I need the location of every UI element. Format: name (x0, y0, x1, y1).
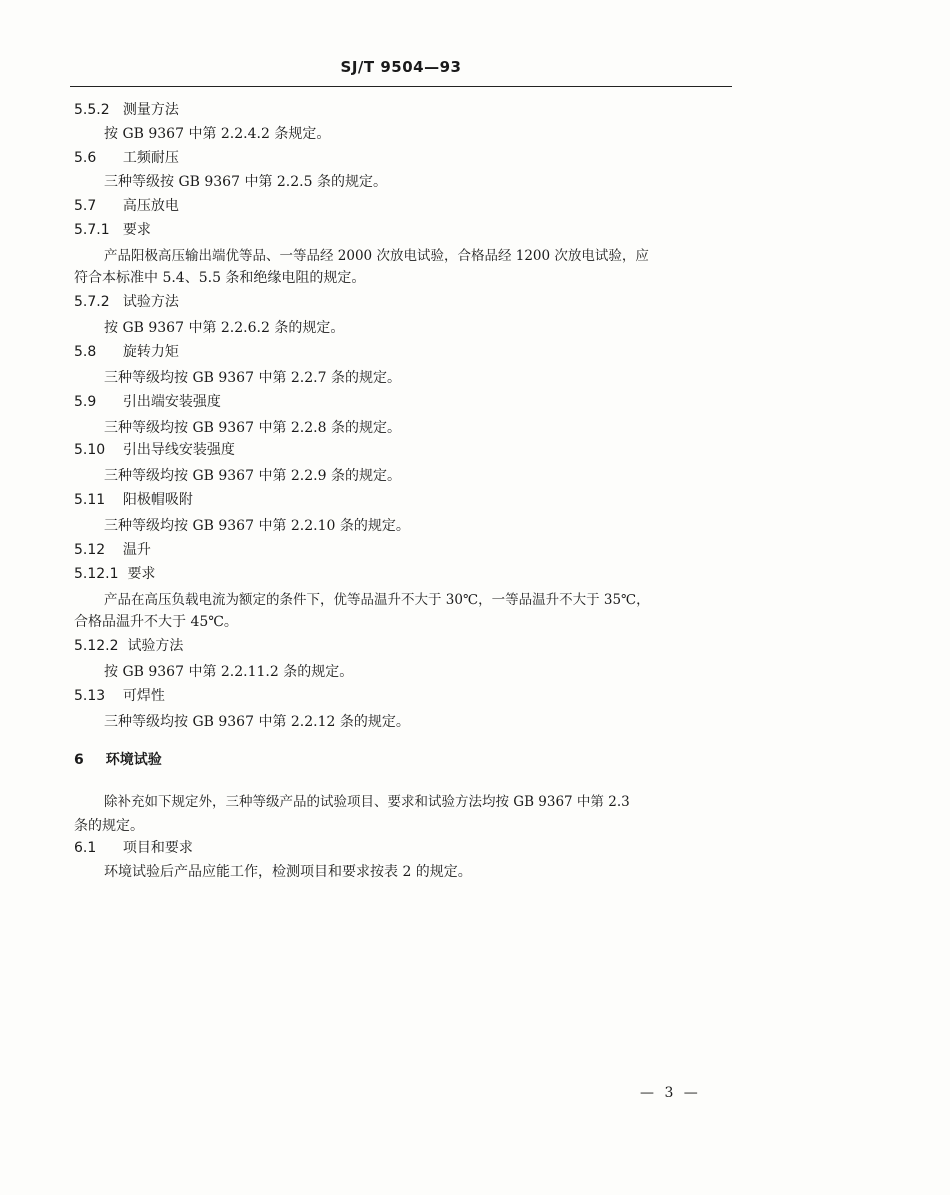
paragraph-line: 符合本标准中 5.4、5.5 条和绝缘电阻的规定。 (74, 270, 366, 286)
paragraph-line: 三种等级均按 GB 9367 中第 2.2.10 条的规定。 (104, 518, 410, 534)
heading-5-7-2: 5.7.2 试验方法 (74, 294, 179, 310)
paragraph-line: 三种等级按 GB 9367 中第 2.2.5 条的规定。 (104, 174, 387, 190)
paragraph-line: 三种等级均按 GB 9367 中第 2.2.7 条的规定。 (104, 370, 401, 386)
document-code-header: SJ/T 9504—93 (340, 58, 462, 76)
paragraph-line: 三种等级均按 GB 9367 中第 2.2.12 条的规定。 (104, 714, 410, 730)
heading-5-7: 5.7 高压放电 (74, 198, 179, 214)
paragraph-line: 合格品温升不大于 45℃。 (74, 614, 238, 630)
paragraph-line: 三种等级均按 GB 9367 中第 2.2.8 条的规定。 (104, 420, 401, 436)
paragraph-line: 除补充如下规定外，三种等级产品的试验项目、要求和试验方法均按 GB 9367 中第 2.3 (104, 794, 630, 810)
heading-5-8: 5.8 旋转力矩 (74, 344, 179, 360)
heading-6-1: 6.1 项目和要求 (74, 840, 193, 856)
heading-5-12-2: 5.12.2 试验方法 (74, 638, 184, 654)
paragraph-line: 环境试验后产品应能工作，检测项目和要求按表 2 的规定。 (104, 864, 472, 880)
paragraph-line: 按 GB 9367 中第 2.2.11.2 条的规定。 (104, 664, 354, 680)
paragraph-line: 按 GB 9367 中第 2.2.6.2 条的规定。 (104, 320, 345, 336)
heading-6: 6 环境试验 (74, 752, 162, 768)
paragraph-line: 产品在高压负载电流为额定的条件下，优等品温升不大于 30℃，一等品温升不大于 35℃， (104, 592, 650, 608)
heading-5-11: 5.11 阳极帽吸附 (74, 492, 193, 508)
heading-5-6: 5.6 工频耐压 (74, 150, 179, 166)
heading-5-13: 5.13 可焊性 (74, 688, 165, 704)
paragraph-line: 三种等级均按 GB 9367 中第 2.2.9 条的规定。 (104, 468, 401, 484)
heading-5-12-1: 5.12.1 要求 (74, 566, 156, 582)
paragraph-line: 按 GB 9367 中第 2.2.4.2 条规定。 (104, 126, 331, 142)
paragraph-line: 条的规定。 (74, 818, 144, 834)
heading-5-12: 5.12 温升 (74, 542, 151, 558)
heading-5-5-2: 5.5.2 测量方法 (74, 102, 179, 118)
page-number: — 3 — (640, 1085, 701, 1101)
header-rule (70, 86, 732, 87)
heading-5-7-1: 5.7.1 要求 (74, 222, 151, 238)
paragraph-line: 产品阳极高压输出端优等品、一等品经 2000 次放电试验，合格品经 1200 次放电试验，应 (104, 248, 649, 264)
heading-5-9: 5.9 引出端安装强度 (74, 394, 221, 410)
heading-5-10: 5.10 引出导线安装强度 (74, 442, 235, 458)
